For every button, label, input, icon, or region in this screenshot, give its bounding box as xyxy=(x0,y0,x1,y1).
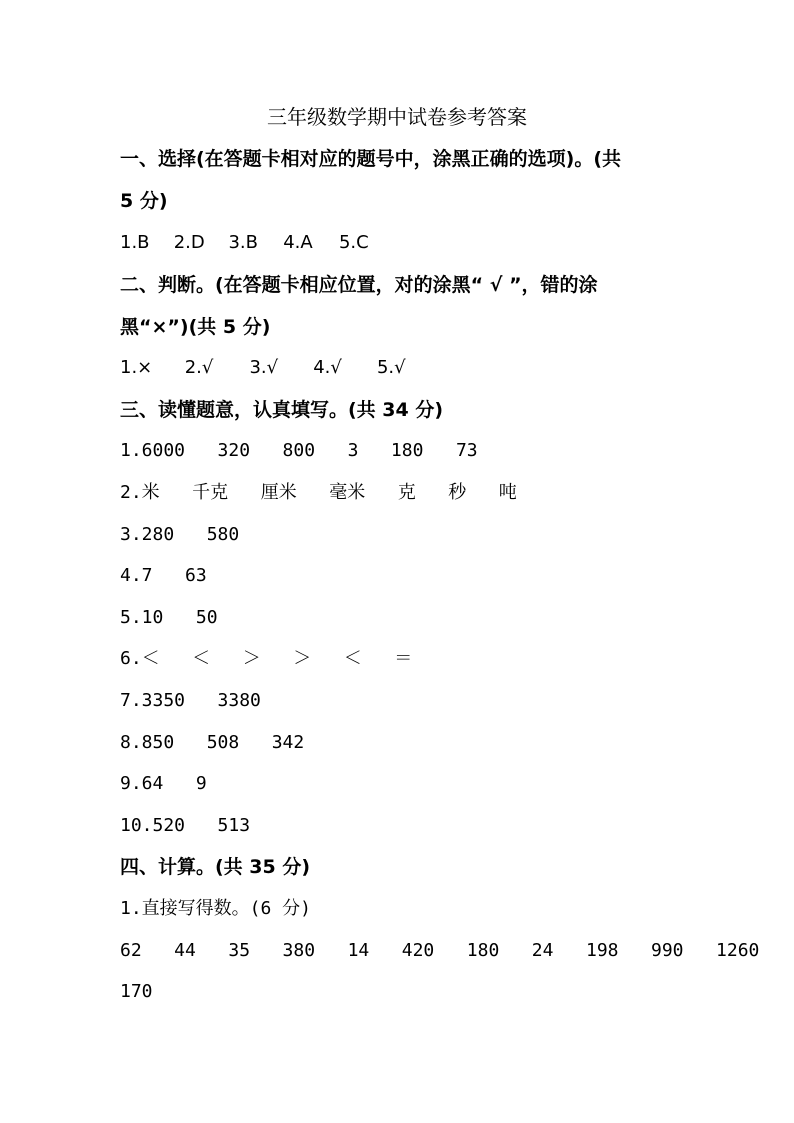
section2-answer-5: 5.√ xyxy=(376,357,406,378)
section3-line-6: 6.＜ ＜ ＞ ＞ ＜ ＝ xyxy=(120,648,413,669)
section2-heading-line1: 二、判断。(在答题卡相应位置，对的涂黑“ √ ”，错的涂 xyxy=(120,274,598,296)
section1-heading-line2: 5 分) xyxy=(120,190,168,212)
section1-heading-line1: 一、选择(在答题卡相对应的题号中，涂黑正确的选项)。(共 xyxy=(120,148,622,170)
section2-answer-2: 2.√ xyxy=(184,357,214,378)
section2-answer-1: 1.× xyxy=(120,357,153,378)
section1-answer-4: 4.A xyxy=(283,232,313,253)
section1-answer-2: 2.D xyxy=(173,232,205,253)
section2-heading-line2: 黑“×”)(共 5 分) xyxy=(120,316,271,338)
document-title: 三年级数学期中试卷参考答案 xyxy=(267,105,527,129)
section1-answer-5: 5.C xyxy=(338,232,369,253)
section1-answer-1: 1.B xyxy=(120,232,150,253)
section3-heading: 三、读懂题意，认真填写。(共 34 分) xyxy=(120,399,444,421)
section3-line-2: 2.米 千克 厘米 毫米 克 秒 吨 xyxy=(120,482,517,503)
section2-answer-3: 3.√ xyxy=(249,357,279,378)
section2-answers xyxy=(120,357,680,379)
section3-line-5: 5.10 50 xyxy=(120,607,218,628)
section3-line-10: 10.520 513 xyxy=(120,815,251,836)
section2-answer-4: 4.√ xyxy=(313,357,342,378)
section4-heading: 四、计算。(共 35 分) xyxy=(120,856,311,878)
section3-line-3: 3.280 580 xyxy=(120,524,240,545)
section3-line-1: 1.6000 320 800 3 180 73 xyxy=(120,440,478,461)
section1-answers xyxy=(120,232,680,254)
section3-line-9: 9.64 9 xyxy=(120,773,207,794)
section3-line-8: 8.850 508 342 xyxy=(120,732,305,753)
section4-sub1-answers-line2: 170 xyxy=(120,981,153,1002)
section3-line-7: 7.3350 3380 xyxy=(120,690,261,711)
section1-answer-3: 3.B xyxy=(228,232,258,253)
section3-line-4: 4.7 63 xyxy=(120,565,207,586)
section4-sub1-label: 1.直接写得数。(6 分) xyxy=(120,898,312,919)
section4-sub1-answers-line1: 62 44 35 380 14 420 180 24 198 990 1260 xyxy=(120,940,760,961)
